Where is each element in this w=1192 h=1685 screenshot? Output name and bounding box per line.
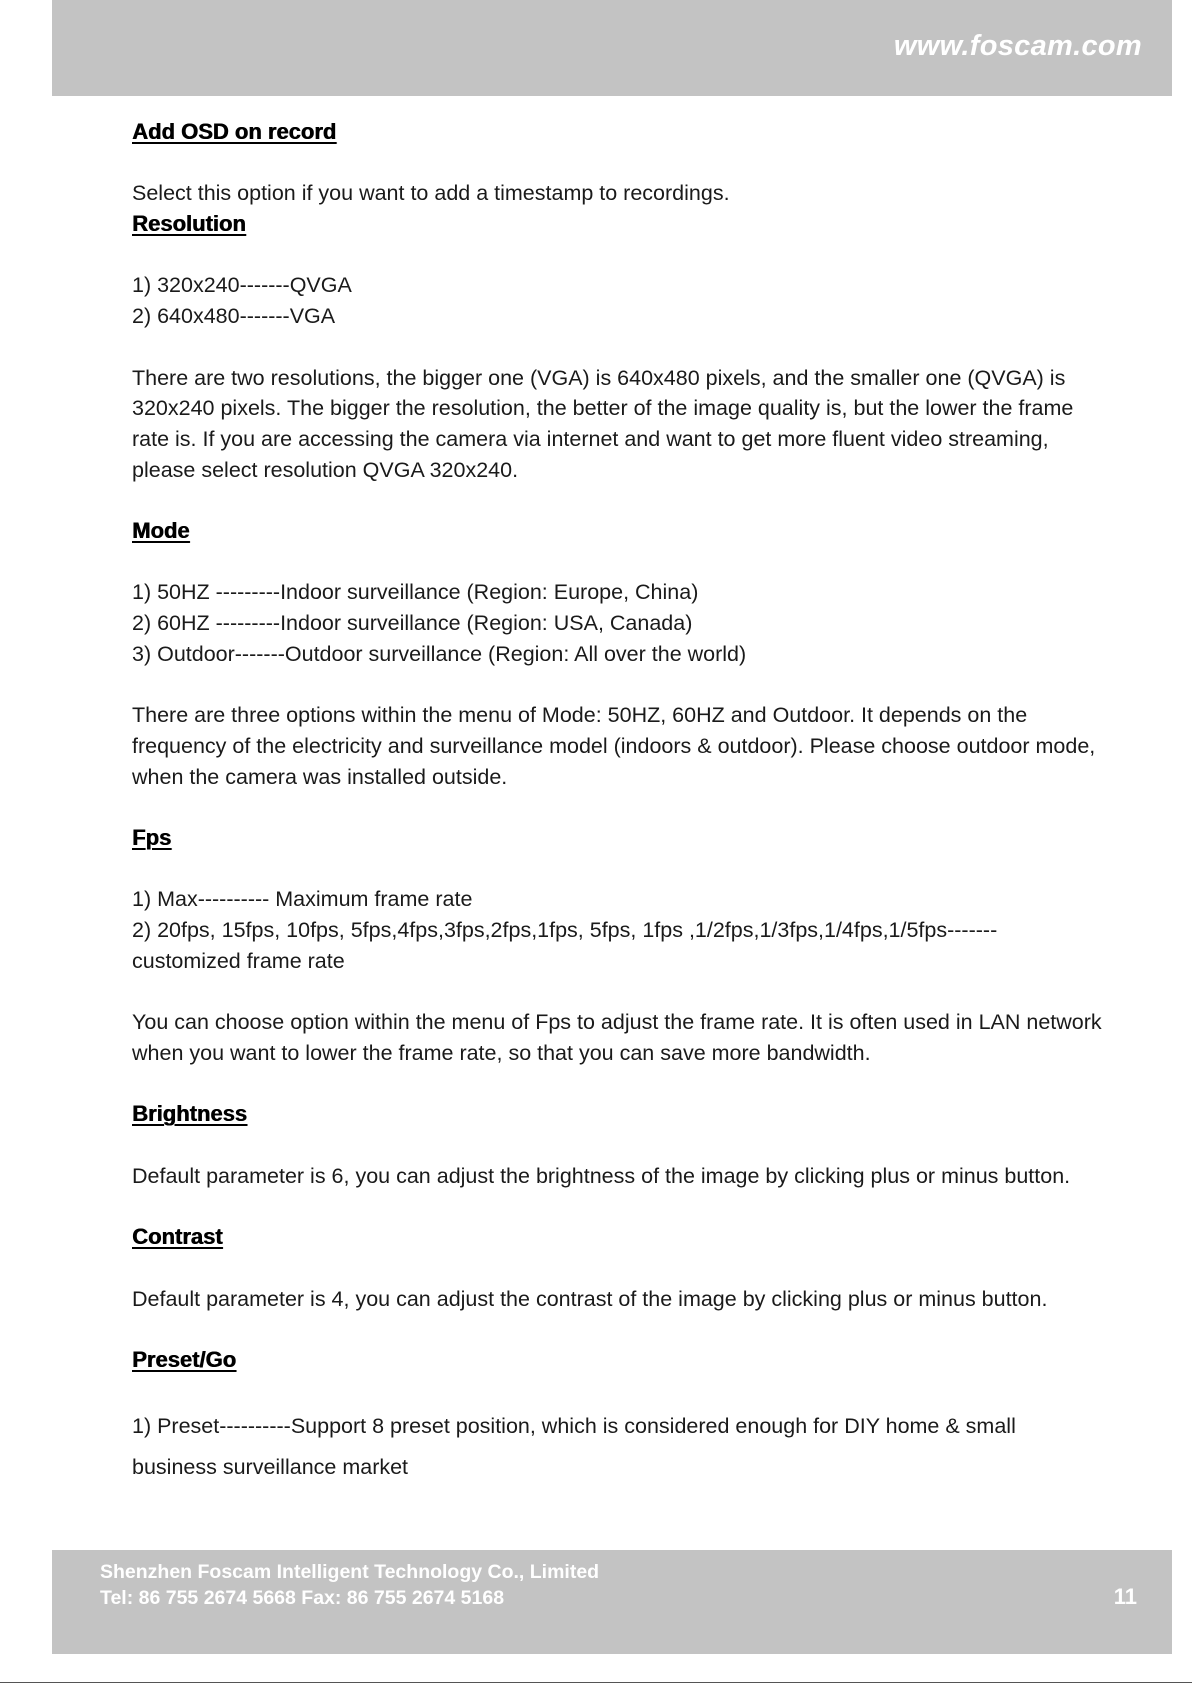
preset-item-line-2: business surveillance market: [132, 1455, 409, 1480]
footer-company: Shenzhen Foscam Intelligent Technology Co., Limited: [100, 1561, 600, 1583]
heading-resolution: Resolution: [132, 211, 246, 237]
mode-item-3: 3) Outdoor-------Outdoor surveillance (Region: All over the world): [132, 641, 747, 666]
brightness-description: Default parameter is 6, you can adjust the brightness of the image by clicking plus or minus button.: [132, 1163, 1071, 1188]
bottom-divider: [0, 1682, 1192, 1683]
mode-description: There are three options within the menu of Mode: 50HZ, 60HZ and Outdoor. It depends on the frequency of the electricity and surveillance model (indoors & outdoor). Please choose outdoor mode, when the camera was installed outside.: [132, 703, 1096, 789]
preset-item-line-1: 1) Preset----------Support 8 preset position, which is considered enough for DIY home & small: [132, 1414, 1016, 1439]
contrast-description: Default parameter is 4, you can adjust the contrast of the image by clicking plus or minus button.: [132, 1286, 1048, 1311]
resolution-item-1: 1) 320x240-------QVGA: [132, 273, 352, 298]
fps-item-1: 1) Max---------- Maximum frame rate: [132, 887, 473, 912]
page-header: [52, 0, 1172, 96]
mode-item-1: 1) 50HZ ---------Indoor surveillance (Region: Europe, China): [132, 580, 699, 605]
heading-mode: Mode: [132, 518, 190, 544]
mode-item-2: 2) 60HZ ---------Indoor surveillance (Region: USA, Canada): [132, 611, 693, 636]
heading-fps: Fps: [132, 825, 172, 851]
fps-item-2: 2) 20fps, 15fps, 10fps, 5fps,4fps,3fps,2fps,1fps, 5fps, 1fps ,1/2fps,1/3fps,1/4fps,1/5fps------- customized frame rate: [132, 918, 998, 973]
fps-description: You can choose option within the menu of Fps to adjust the frame rate. It is often used in LAN network when you want to lower the frame rate, so that you can save more bandwidth.: [132, 1010, 1102, 1065]
heading-preset: Preset/Go: [132, 1346, 236, 1372]
heading-contrast: Contrast: [132, 1224, 223, 1250]
resolution-description: There are two resolutions, the bigger one (VGA) is 640x480 pixels, and the smaller one (QVGA) is 320x240 pixels. The bigger the resolution, the better of the image quality is, but the lower the frame rate is. If you are accessing the camera via internet and want to get more fluent video streaming, please select resolution QVGA 320x240.: [132, 365, 1074, 482]
header-url: www.foscam.com: [893, 30, 1142, 62]
resolution-item-2: 2) 640x480-------VGA: [132, 304, 336, 329]
document-body: [132, 117, 1102, 1488]
osd-description: Select this option if you want to add a timestamp to recordings.: [132, 181, 730, 206]
footer-contact: Tel: 86 755 2674 5668 Fax: 86 755 2674 5168: [100, 1587, 505, 1609]
page-number: 11: [1113, 1584, 1137, 1609]
heading-osd: Add OSD on record: [132, 119, 337, 144]
heading-brightness: Brightness: [132, 1101, 247, 1127]
page-footer: [52, 1550, 1172, 1654]
